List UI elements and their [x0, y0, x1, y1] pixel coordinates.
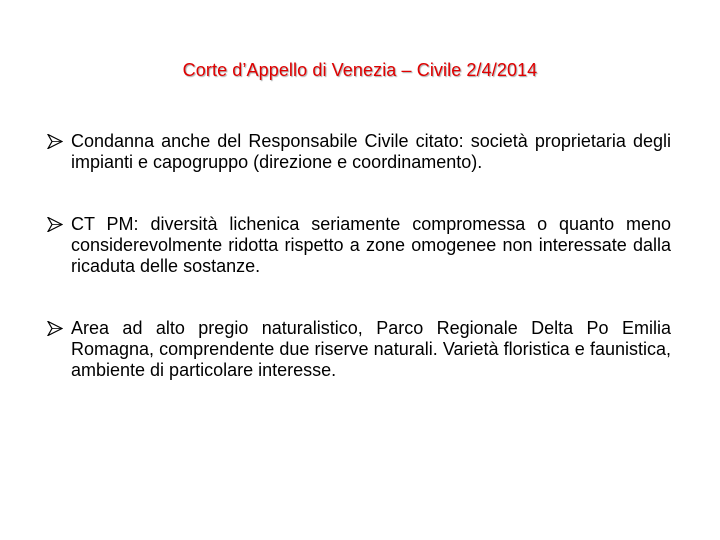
bullet-text: Condanna anche del Responsabile Civile citato: società proprietaria degli impianti e capogruppo (direzione e coordinamento).	[71, 131, 671, 172]
bullet-text: CT PM: diversità lichenica seriamente compromessa o quanto meno considerevolmente ridotta rispetto a zone omogenee non interessate dalla ricaduta delle sostanze.	[71, 214, 671, 276]
bullet-list	[47, 131, 671, 381]
bullet-item	[47, 131, 671, 173]
arrowhead-bullet-icon	[47, 217, 63, 232]
arrowhead-bullet-icon	[47, 134, 63, 149]
bullet-item	[47, 214, 671, 277]
bullet-text: Area ad alto pregio naturalistico, Parco Regionale Delta Po Emilia Romagna, comprendente due riserve naturali. Varietà floristica e faunistica, ambiente di particolare interesse.	[71, 318, 671, 380]
bullet-item	[47, 318, 671, 381]
slide-title: Corte d’Appello di Venezia – Civile 2/4/2014	[182, 60, 538, 80]
arrowhead-bullet-icon	[47, 321, 63, 336]
